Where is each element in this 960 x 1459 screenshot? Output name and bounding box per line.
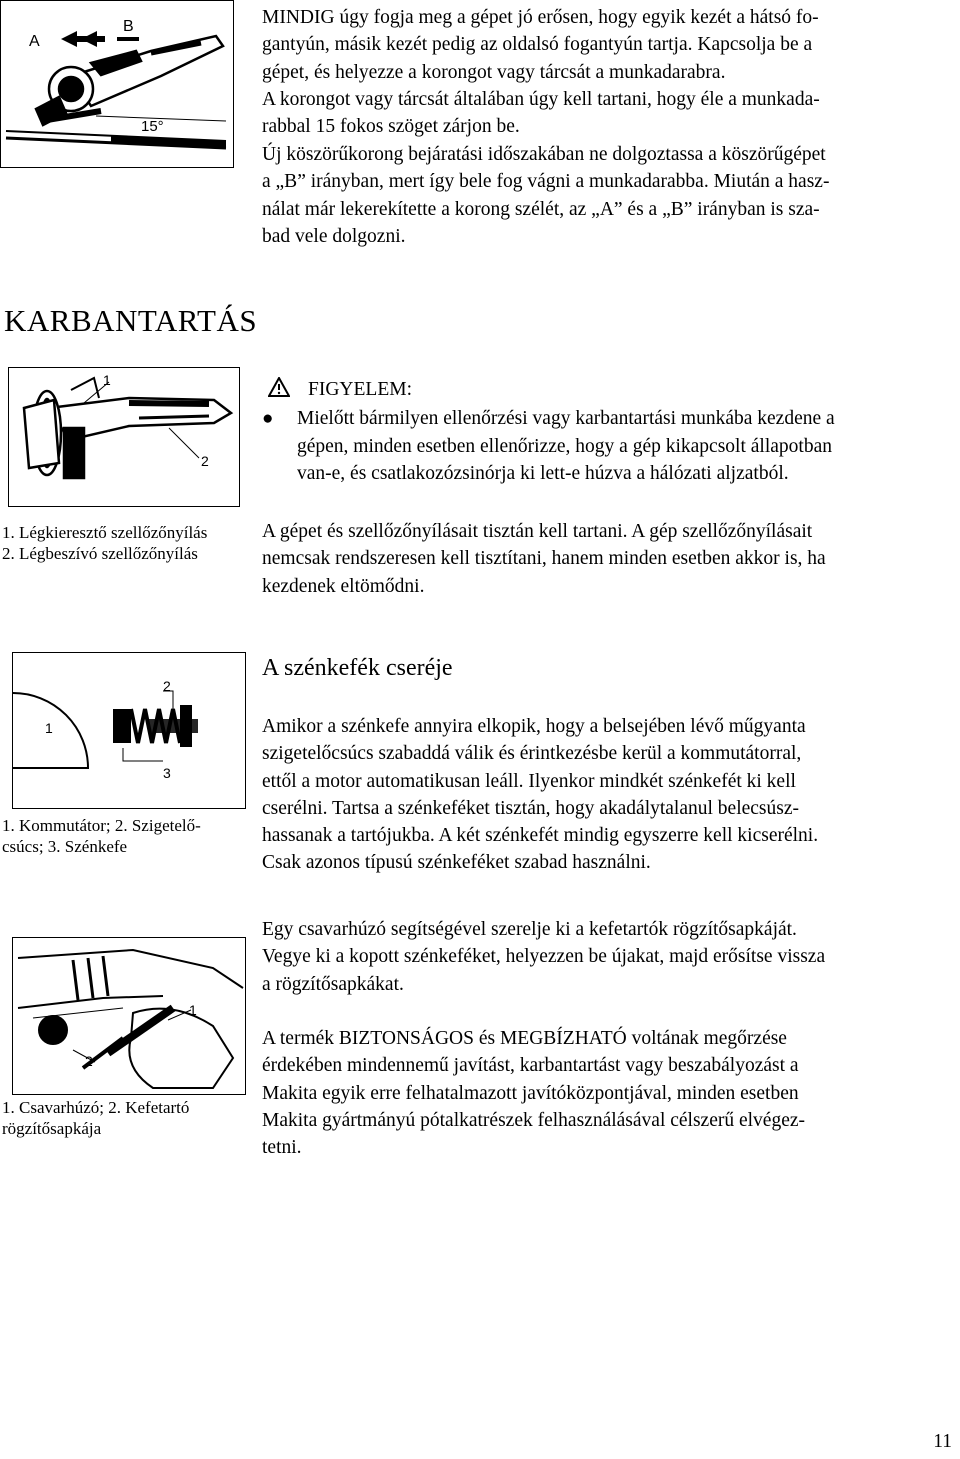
workpiece	[6, 131, 226, 148]
grinder-drawing	[24, 378, 231, 478]
caption-line: 2. Légbeszívó szellőzőnyílás	[2, 544, 198, 563]
bullet-icon: ●	[262, 408, 274, 430]
grinder-vents-illustration	[9, 368, 239, 506]
brush-figure	[12, 652, 246, 809]
intro-paragraph-2	[262, 141, 960, 250]
replace-paragraph-1	[262, 916, 960, 998]
text-line: Vegye ki a kopott szénkeféket, helyezzen be újakat, majd erősítse vissza	[262, 946, 826, 968]
section-title-maintenance: KARBANTARTÁS	[4, 303, 258, 338]
text-line: Csak azonos típusú szénkeféket szabad használni.	[262, 852, 651, 874]
text-line: tetni.	[262, 1137, 302, 1159]
text-line: rabbal 15 fokos szöget zárjon be.	[262, 116, 520, 138]
grinder-drawing	[36, 36, 223, 125]
text-line: A korongot vagy tárcsát általában úgy kell tartani, hogy éle a munkada-	[262, 88, 820, 110]
grinder-vents-caption	[2, 522, 252, 564]
brush-section-title: A szénkefék cseréje	[262, 655, 453, 681]
warning-block	[262, 376, 960, 487]
label-2: 2	[201, 453, 209, 469]
label-1: 1	[45, 720, 53, 736]
label-a: A	[29, 33, 40, 50]
direction-arrow-a	[61, 31, 105, 47]
vent-paragraph	[262, 518, 960, 600]
replace-paragraph-2	[262, 1025, 960, 1161]
caption-line: 1. Kommutátor; 2. Szigetelő-	[2, 816, 201, 835]
label-3: 3	[163, 765, 171, 781]
caption-line: rögzítősapkája	[2, 1119, 102, 1138]
grinder-angle-figure	[0, 0, 234, 168]
text-line: van-e, és csatlakozózsinórja ki lett-e húzva a hálózati aljzatból.	[297, 462, 789, 484]
text-line: hassanak a tartójukba. A két szénkefét mindig egyszerre kell kicserélni.	[262, 825, 819, 847]
text-line: ettől a motor automatikusan leáll. Ilyenkor mindkét szénkefét ki kell	[262, 770, 796, 792]
text-line: MINDIG úgy fogja meg a gépet jó erősen, hogy egyik kezét a hátsó fo-	[262, 7, 819, 28]
brush-spring	[113, 705, 198, 747]
angle-label: 15°	[141, 118, 164, 135]
grinder-angle-illustration	[1, 1, 233, 167]
hand-screwdriver	[83, 1008, 233, 1088]
text-line: nemcsak rendszeresen kell tisztítani, hanem minden esetben akkor is, ha	[262, 548, 826, 570]
text-line: Makita egyik erre felhatalmazott javítóközpontjával, minden esetben	[262, 1082, 799, 1104]
page-number: 11	[933, 1431, 952, 1452]
text-line: gépet, és helyezze a korongot vagy tárcsát a munkadarabra.	[262, 61, 726, 83]
brush-cap-illustration	[13, 938, 245, 1094]
intro-paragraph-1	[262, 4, 960, 140]
caption-line: 1. Csavarhúzó; 2. Kefetartó	[2, 1098, 190, 1117]
text-line: A gépet és szellőzőnyílásait tisztán kell tartani. A gép szellőzőnyílásait	[262, 521, 813, 542]
text-line: a rögzítősapkákat.	[262, 973, 404, 995]
text-line: szigetelőcsúcs szabaddá válik és érintkezésbe kerül a kommutátorral,	[262, 743, 802, 765]
text-line: Mielőtt bármilyen ellenőrzési vagy karbantartási munkába kezdene a	[297, 408, 835, 430]
brush-cap-caption	[2, 1097, 242, 1139]
label-1: 1	[189, 1002, 197, 1018]
text-line: Új köszörűkorong bejáratási időszakában ne dolgoztassa a köszörűgépet	[262, 144, 826, 165]
text-line: A termék BIZTONSÁGOS és MEGBÍZHATÓ voltának megőrzése	[262, 1028, 787, 1049]
brush-caption	[2, 815, 242, 857]
caption-line: csúcs; 3. Szénkefe	[2, 837, 128, 856]
text-line: cserélni. Tartsa a szénkeféket tisztán, hogy akadálytalanul belecsúsz-	[262, 797, 800, 819]
text-line: bad vele dolgozni.	[262, 225, 406, 247]
brush-illustration	[13, 653, 245, 808]
text-line: gépen, minden esetben ellenőrizze, hogy a gép kikapcsolt állapotban	[297, 435, 832, 457]
grinder-vents-figure	[8, 367, 240, 507]
text-line: érdekében mindennemű javítást, karbantartást vagy beszabályozást a	[262, 1055, 799, 1077]
brush-paragraph	[262, 713, 960, 877]
text-line: Amikor a szénkefe annyira elkopik, hogy a belsejében lévő műgyanta	[262, 716, 806, 737]
text-line: gantyún, másik kezét pedig az oldalsó fogantyún tartja. Kapcsolja be a	[262, 34, 813, 56]
text-line: kezdenek eltömődni.	[262, 575, 425, 597]
label-2: 2	[85, 1053, 93, 1069]
label-b: B	[123, 18, 134, 35]
label-2: 2	[163, 678, 171, 694]
label-1: 1	[103, 372, 111, 388]
warning-triangle-icon	[262, 377, 308, 402]
warning-title: FIGYELEM:	[308, 379, 412, 400]
caption-line: 1. Légkieresztő szellőzőnyílás	[2, 523, 208, 542]
brush-cap-figure	[12, 937, 246, 1095]
text-line: Egy csavarhúzó segítségével szerelje ki a kefetartók rögzítősapkáját.	[262, 919, 797, 940]
text-line: nálat már lekerekítette a korong szélét, az „A” és a „B” irányban is sza-	[262, 198, 820, 220]
text-line: Makita gyártmányú pótalkatrészek felhasználásával célszerű elvégez-	[262, 1109, 806, 1131]
text-line: a „B” irányban, mert így bele fog vágni a munkadarabba. Miután a hasz-	[262, 171, 830, 193]
